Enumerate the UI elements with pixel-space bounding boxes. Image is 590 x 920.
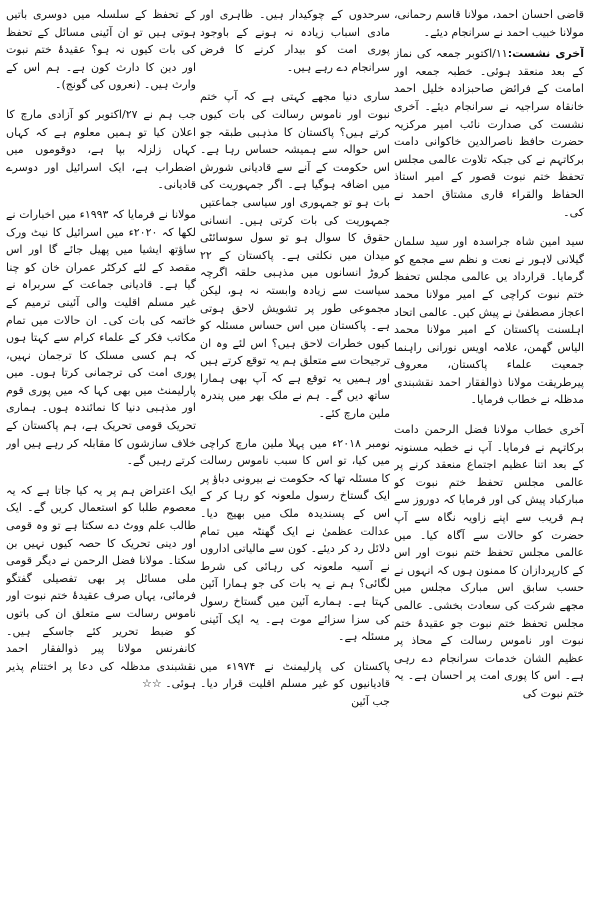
paragraph: ساری دنیا مجھے کہتی ہے کہ آپ ختم نبوت اور ناموس رسالت کی بات کیوں کرتے ہیں؟ پاکستان کا مذہبی طبقہ جو اس حوالہ سے ہمیشہ حساس رہا ہے۔ اس حکومت کے آنے سے قادیانی شورش میں اضافہ ہوگیا ہے۔ اگر جمہوریت کی بات ہو تو جمہوری اور سیاسی جماعتیں جمہوریت کی بات کرتی ہیں۔ انسانی حقوق کا سوال ہو تو سول سوسائٹی میدان میں نکلتی ہے۔ پاکستان کے ۲۲ کروڑ انسانوں میں مذہبی حلقہ اگرچہ سیاست سے زیادہ وابستہ نہ ہو، لیکن مجموعی طور پر تشویش لاحق ہوتی ہے۔ پاکستان میں اس حساس مسئلہ کو کیوں خطرات لاحق ہیں؟ اس لئے وہ ان ترجیحات سے متعلق ہم یہ توقع کرتے ہیں اور ہمیں یہ توقع ہے کہ آپ بھی ہمارا ساتھ دیں گے۔ ہم نے ملک بھر میں پندرہ ملین مارچ کئے۔ (200, 90, 390, 421)
paragraph: نومبر ۲۰۱۸ء میں پہلا ملین مارچ کراچی میں کیا، تو اس کا سبب ناموس رسالت کا مسئلہ تھا کہ حکومت نے بیرونی دباؤ پر ایک گستاخ رسول ملعونہ کو رہا کر کے اس کے پسندیدہ ملک میں بھیج دیا۔ عدالت عظمیٰ نے ایک گھنٹہ میں تمام دلائل رد کر دیئے۔ کون سے مالیاتی اداروں نے آسیہ ملعونہ کی رہائی کی شرط لگائی؟ ہم نے یہ بات کی جو ہمارا آئین کہتا ہے۔ ہمارے آئین میں گستاخ رسول کی سزا سزائے موت ہے۔ یہ ایک آئینی مسئلہ ہے۔ (200, 436, 390, 644)
column-right (394, 6, 584, 914)
column-middle (200, 6, 390, 914)
spacer (6, 198, 196, 206)
spacer (394, 413, 584, 421)
paragraph: آخری نشست:۱۱/اکتوبر جمعہ کی نماز کے بعد منعقد ہوئی۔ خطبہ جمعہ اور امامت کے فرائض صاحبزادہ خلیل احمد خانقاہ سراجیہ نے سرانجام دیئے۔ آخری نشست کی صدارت نائب امیر مرکزیہ حضرت حافظ ناصرالدین خاکوانی دامت برکاتہم نے کی جبکہ تلاوت عالمی مجلس تحفظ ختم نبوت قصور کے امیر استاذ الحفاظ والقراء قاری مشتاق احمد نے کی۔ (394, 47, 584, 219)
section-heading: آخری نشست: (507, 47, 584, 61)
spacer (200, 427, 390, 435)
spacer (200, 650, 390, 658)
paragraph: مولانا نے فرمایا کہ ۱۹۹۳ء میں اخبارات نے لکھا کہ ۲۰۲۰ء میں اسرائیل کا نیٹ ورک ساؤتھ ایشیا میں پھیل جائے گا اور اس مقصد کے لئے کرکٹر عمران خان کو چنا گیا ہے۔ قادیانی جماعت کے سربراہ نے غیر مسلم اقلیت والی آئینی ترمیم کے خاتمہ کی بات کی۔ ان حالات میں تمام مکاتب فکر کے علماء کرام سے کہتا ہوں کہ ہم کسی مسلک کا ترجمان نہیں، پوری امت کی ترجمانی کرتا ہوں۔ میں پارلیمنٹ میں بھی کہا کہ میں پوری قوم اور مذہبی دنیا کا نمائندہ ہوں۔ ہماری تحریک قومی تحریک ہے، ہم پاکستان کے خلاف سازشوں کا مقابلہ کر رہے ہیں اور کرتے رہیں گے۔ (6, 207, 196, 468)
paragraph: کے تحفظ کے سلسلہ میں دوسری باتیں ہوتی ہیں تو ان آئینی مسائل کے تحفظ کی بات کیوں نہ ہو؟ عقیدۂ ختم نبوت اور دین کا دارث کون ہے۔ ہم اس کے وارث ہیں۔ (نعروں کی گونج)۔ (6, 8, 196, 92)
column-left (6, 6, 196, 914)
spacer (6, 98, 196, 106)
paragraph: آخری خطاب مولانا فضل الرحمن دامت برکاتہم نے فرمایا۔ آپ نے خطبہ مسنونہ کے بعد اتنا عظیم اجتماع منعقد کرنے پر عالمی مجلس تحفظ ختم نبوت کو مبارکباد پیش کی اور فرمایا کہ دوروز سے ہم قریب سے اپنے زاویہ نگاہ سے آپ حضرت کو حالات سے آگاہ کیا۔ میں عالمی مجلس تحفظ ختم نبوت اور اس کے کارپردازان کا ممنون ہوں کہ انہوں نے حسب سابق اس مبارک مجلس میں مجھے شرکت کی سعادت بخشی۔ عالمی مجلس تحفظ ختم نبوت جو عقیدۂ ختم نبوت اور ناموس رسالت کے محاذ پر عظیم الشان خدمات سرانجام دے رہی ہے۔ اس کا پوری امت پر احسان ہے۔ یہ ختم نبوت کی (394, 423, 584, 700)
spacer (394, 225, 584, 233)
paragraph: سید امین شاہ جراسدہ اور سید سلمان گیلانی لاہور نے نعت و نظم سے مجمع کو گرمایا۔ قرارداد یں عالمی مجلس تحفظ ختم نبوت کراچی کے امیر مولانا محمد اعجاز مصطفیٰ نے پیش کیں۔ عالمی اتحاد اہلسنت پاکستان کے امیر مولانا محمد الیاس گھمن، علامہ اویس نورانی راہنما جمعیت علماء پاکستان، معروف پیرطریقت مولانا ذوالفقار احمد نقشبندی مدظلہ نے خطاب فرمایا۔ (394, 235, 584, 407)
spacer (200, 80, 390, 88)
spacer (6, 474, 196, 482)
paragraph: پاکستان کی پارلیمنٹ نے ۱۹۷۴ء میں قادیانیوں کو غیر مسلم اقلیت قرار دیا۔ جب آئین (200, 659, 390, 708)
paragraph: ایک اعتراض ہم پر یہ کیا جاتا ہے کہ یہ معصوم طلبا کو استعمال کریں گے۔ ایک طالب علم ووٹ دے سکتا ہے تو وہ قومی اور دینی تحریک کا حصہ کیوں نہیں بن سکتا۔ مولانا فضل الرحمن نے دیگر قومی ملی مسائل پر بھی تفصیلی گفتگو فرمائی، یہاں صرف عقیدۂ ختم نبوت اور ناموس رسالت سے متعلق ان کی باتوں کو ضبط تحریر کئے جاسکے ہیں۔ کانفرنس مولانا پیر ذوالفقار احمد نقشبندی مدظلہ کی دعا پر اختتام پذیر ہوئی۔ ☆☆ (6, 483, 196, 691)
paragraph: قاضی احسان احمد، مولانا قاسم رحمانی، مولانا خبیب احمد نے سرانجام دیئے۔ (394, 8, 584, 39)
paragraph: جب ہم نے ۲۷/اکتوبر کو آزادی مارچ کا اعلان کیا تو ہمیں معلوم ہے کہ کہاں کہاں زلزلہ بپا ہے، دوقوموں میں اضطراب ہے، ایک اسرائیل اور دوسرے قادیانی۔ (6, 107, 196, 192)
paragraph: سرحدوں کے چوکیدار ہیں۔ ظاہری اور مادی اسباب زیادہ نہ ہونے کے باوجود پوری امت کو بیدار کرنے کا فرض سرانجام دے رہے ہیں۔ (200, 8, 390, 74)
